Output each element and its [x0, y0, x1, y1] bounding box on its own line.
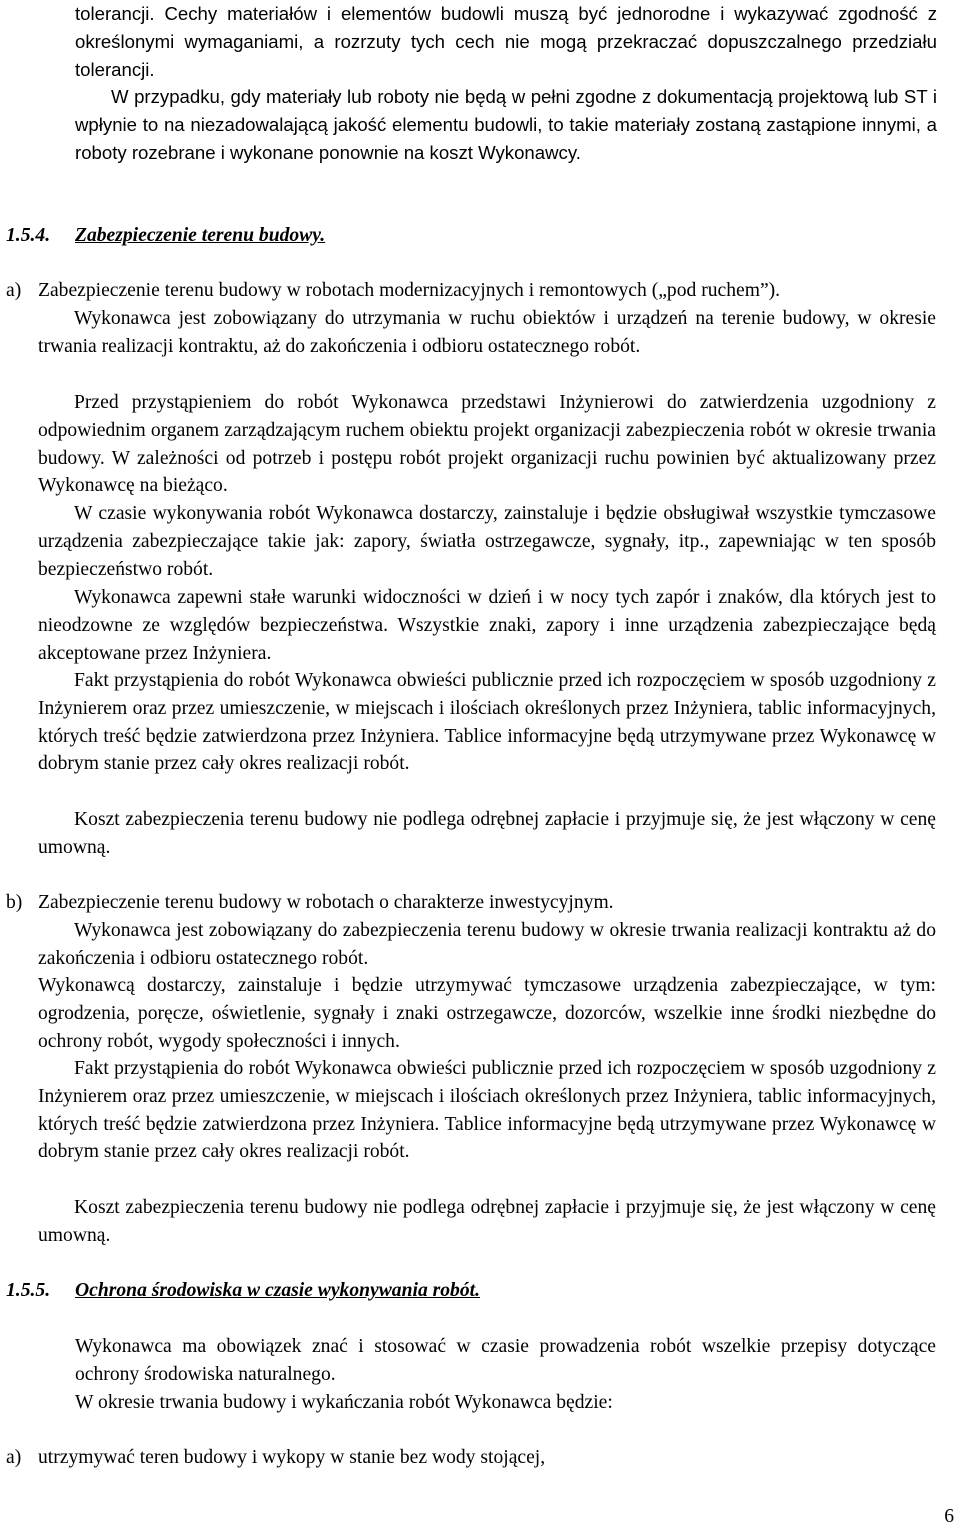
item-b-heading: Zabezpieczenie terenu budowy w robotach o charakterze inwestycyjnym. [38, 892, 614, 913]
page-number: 6 [944, 1506, 954, 1527]
item-b-paragraph-3: Fakt przystąpienia do robót Wykonawca obwieści publicznie przed ich rozpoczęciem w sposób uzgodniony z Inżynierem oraz przez umieszczenie, w miejscach i ilościach określonych przez Inżyniera, tablic informacyjnych, których treść będzie zatwierdzona przez Inżyniera. Tablice informacyjne będą utrzymywane przez Wykonawcę w dobrym stanie przez cały okres realizacji robót. [38, 1058, 936, 1163]
continuation-paragraph-1: tolerancji. Cechy materiałów i elementów budowli muszą być jednorodne i wykazywać zgodność z określonymi wymaganiami, a rozrzuty tych cech nie mogą przekraczać dopuszczalnego przedziału tolerancji. [75, 3, 937, 80]
section-title: Zabezpieczenie terenu budowy. [75, 225, 326, 246]
item-a-heading: Zabezpieczenie terenu budowy w robotach modernizacyjnych i remontowych („pod ruchem”). [38, 280, 781, 301]
section-1-5-5-paragraph-2: W okresie trwania budowy i wykańczania robót Wykonawca będzie: [75, 1392, 613, 1413]
list-label-a: a) [6, 280, 22, 301]
item-b-paragraph-1: Wykonawca jest zobowiązany do zabezpieczenia terenu budowy w okresie trwania realizacji kontraktu aż do zakończenia i odbioru ostatecznego robót. [38, 920, 936, 969]
item-a-paragraph-1: Wykonawca jest zobowiązany do utrzymania w ruchu obiektów i urządzeń na terenie budowy, w okresie trwania realizacji kontraktu, aż do zakończenia i odbioru ostatecznego robót. [38, 308, 936, 357]
section-number: 1.5.4. [6, 225, 51, 246]
item-a2-text: utrzymywać teren budowy i wykopy w stanie bez wody stojącej, [38, 1447, 546, 1468]
section-heading-1-5-5 [6, 1277, 480, 1305]
section-title: Ochrona środowiska w czasie wykonywania robót. [75, 1280, 480, 1301]
item-b-paragraph-4: Koszt zabezpieczenia terenu budowy nie podlega odrębnej zapłacie i przyjmuje się, że jest włączony w cenę umowną. [38, 1197, 936, 1246]
section-1-5-5-paragraph-1: Wykonawca ma obowiązek znać i stosować w czasie prowadzenia robót wszelkie przepisy dotyczące ochrony środowiska naturalnego. [75, 1336, 936, 1385]
item-a-paragraph-3: W czasie wykonywania robót Wykonawca dostarczy, zainstaluje i będzie obsługiwał wszystkie tymczasowe urządzenia zabezpieczające takie jak: zapory, światła ostrzegawcze, sygnały, itp., zapewniając w ten sposób bezpieczeństwo robót. [38, 503, 936, 580]
section-heading-1-5-4 [6, 222, 326, 250]
item-a-paragraph-2: Przed przystąpieniem do robót Wykonawca przedstawi Inżynierowi do zatwierdzenia uzgodniony z odpowiednim organem zarządzającym ruchem obiektu projekt organizacji zabezpieczenia robót w okresie trwania budowy. W zależności od potrzeb i postępu robót projekt organizacji ruchu powinien być aktualizowany przez Wykonawcę na bieżąco. [38, 392, 936, 497]
item-a-paragraph-5: Fakt przystąpienia do robót Wykonawca obwieści publicznie przed ich rozpoczęciem w sposób uzgodniony z Inżynierem oraz przez umieszczenie, w miejscach i ilościach określonych przez Inżyniera, tablic informacyjnych, których treść będzie zatwierdzona przez Inżyniera. Tablice informacyjne będą utrzymywane przez Wykonawcę w dobrym stanie przez cały okres realizacji robót. [38, 670, 936, 775]
section-number: 1.5.5. [6, 1280, 51, 1301]
continuation-paragraph-2: W przypadku, gdy materiały lub roboty nie będą w pełni zgodne z dokumentacją projektową lub ST i wpłynie to na niezadowalającą jakość elementu budowli, to takie materiały zostaną zastąpione innymi, a roboty rozebrane i wykonane ponownie na koszt Wykonawcy. [75, 86, 937, 163]
item-a-paragraph-4: Wykonawca zapewni stałe warunki widoczności w dzień i w nocy tych zapór i znaków, dla których jest to nieodzowne ze względów bezpieczeństwa. Wszystkie znaki, zapory i inne urządzenia zabezpieczające będą akceptowane przez Inżyniera. [38, 587, 936, 664]
list-label-a-2: a) [6, 1447, 22, 1468]
item-a-paragraph-6: Koszt zabezpieczenia terenu budowy nie podlega odrębnej zapłacie i przyjmuje się, że jest włączony w cenę umowną. [38, 809, 936, 858]
list-label-b: b) [6, 892, 23, 913]
item-b-paragraph-2: Wykonawcą dostarczy, zainstaluje i będzie utrzymywać tymczasowe urządzenia zabezpieczające, w tym: ogrodzenia, poręcze, oświetlenie, sygnały i znaki ostrzegawcze, dozorców, wszelkie inne środki niezbędne do ochrony robót, wygody społeczności i innych. [38, 975, 936, 1052]
